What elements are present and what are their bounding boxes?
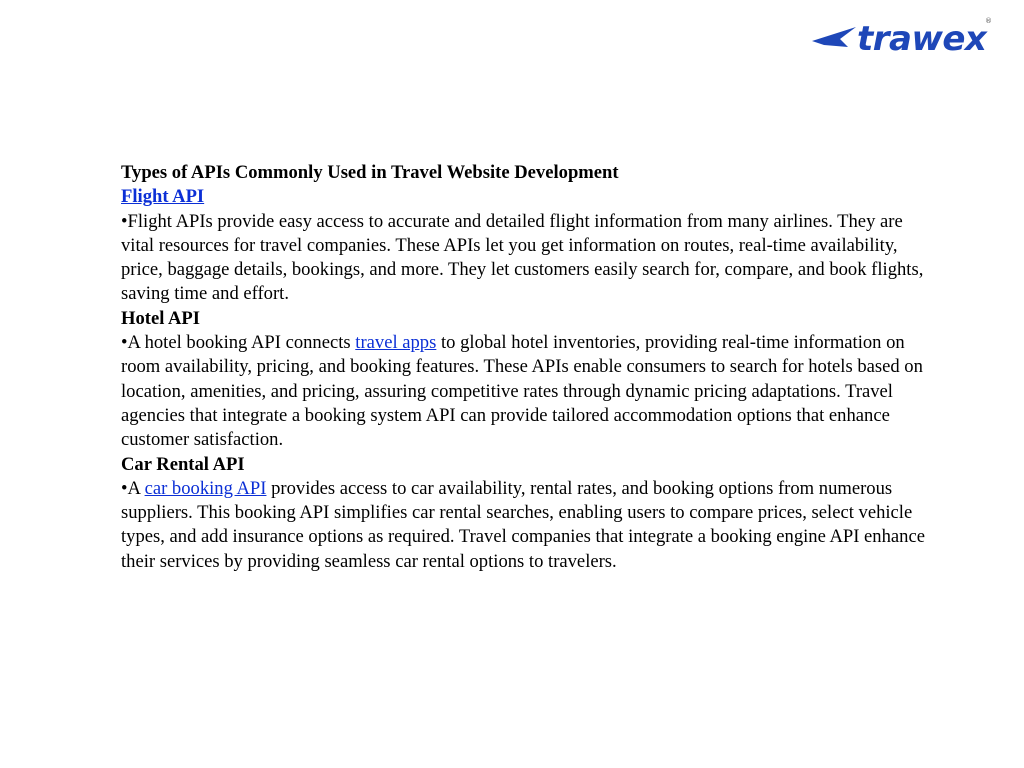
document-title: Types of APIs Commonly Used in Travel Website Development bbox=[121, 162, 619, 183]
flight-api-paragraph bbox=[121, 210, 931, 307]
bullet: • bbox=[121, 210, 128, 232]
document-body bbox=[121, 161, 931, 574]
hotel-api-paragraph bbox=[121, 331, 931, 452]
arrow-icon bbox=[812, 27, 856, 47]
bullet: • bbox=[121, 477, 128, 499]
flight-api-text: Flight APIs provide easy access to accurate and detailed flight information from many airlines. They are vital resources for travel companies. These APIs let you get information on routes, real-time availability, price, baggage details, bookings, and more. They let customers easily search for, compare, and book flights, saving time and effort. bbox=[121, 210, 924, 305]
car-api-text-after: provides access to car availability, rental rates, and booking options from numerous suppliers. This booking API simplifies car rental searches, enabling users to compare prices, select vehicle types, and add insurance options as required. Travel companies that integrate a booking engine API enhance their services by providing seamless car rental options to travelers. bbox=[121, 477, 925, 572]
hotel-api-text-before: A hotel booking API connects bbox=[127, 332, 356, 354]
car-rental-api-heading: Car Rental API bbox=[121, 453, 245, 475]
travel-apps-link[interactable]: travel apps bbox=[355, 332, 437, 354]
flight-api-heading bbox=[121, 185, 931, 209]
logo-wordmark: trawex bbox=[857, 19, 987, 59]
car-rental-api-paragraph bbox=[121, 477, 931, 574]
car-api-text-before: A bbox=[127, 477, 145, 499]
hotel-api-text-after: to global hotel inventories, providing real-time information on room availability, pricing, and booking features. These APIs enable consumers to search for hotels based on location, amenities, and pricing, assuring competitive rates through dynamic pricing adaptations. Travel agencies that integrate a booking system API can provide tailored accommodation options that enhance customer satisfaction. bbox=[121, 332, 923, 451]
car-booking-api-link[interactable]: car booking API bbox=[144, 477, 267, 499]
hotel-api-heading: Hotel API bbox=[121, 307, 201, 329]
trawex-logo-graphic bbox=[810, 14, 1006, 62]
bullet: • bbox=[121, 332, 128, 354]
flight-api-link[interactable]: Flight API bbox=[121, 186, 205, 208]
trawex-logo[interactable] bbox=[810, 14, 1006, 62]
registered-mark: ® bbox=[985, 17, 992, 25]
